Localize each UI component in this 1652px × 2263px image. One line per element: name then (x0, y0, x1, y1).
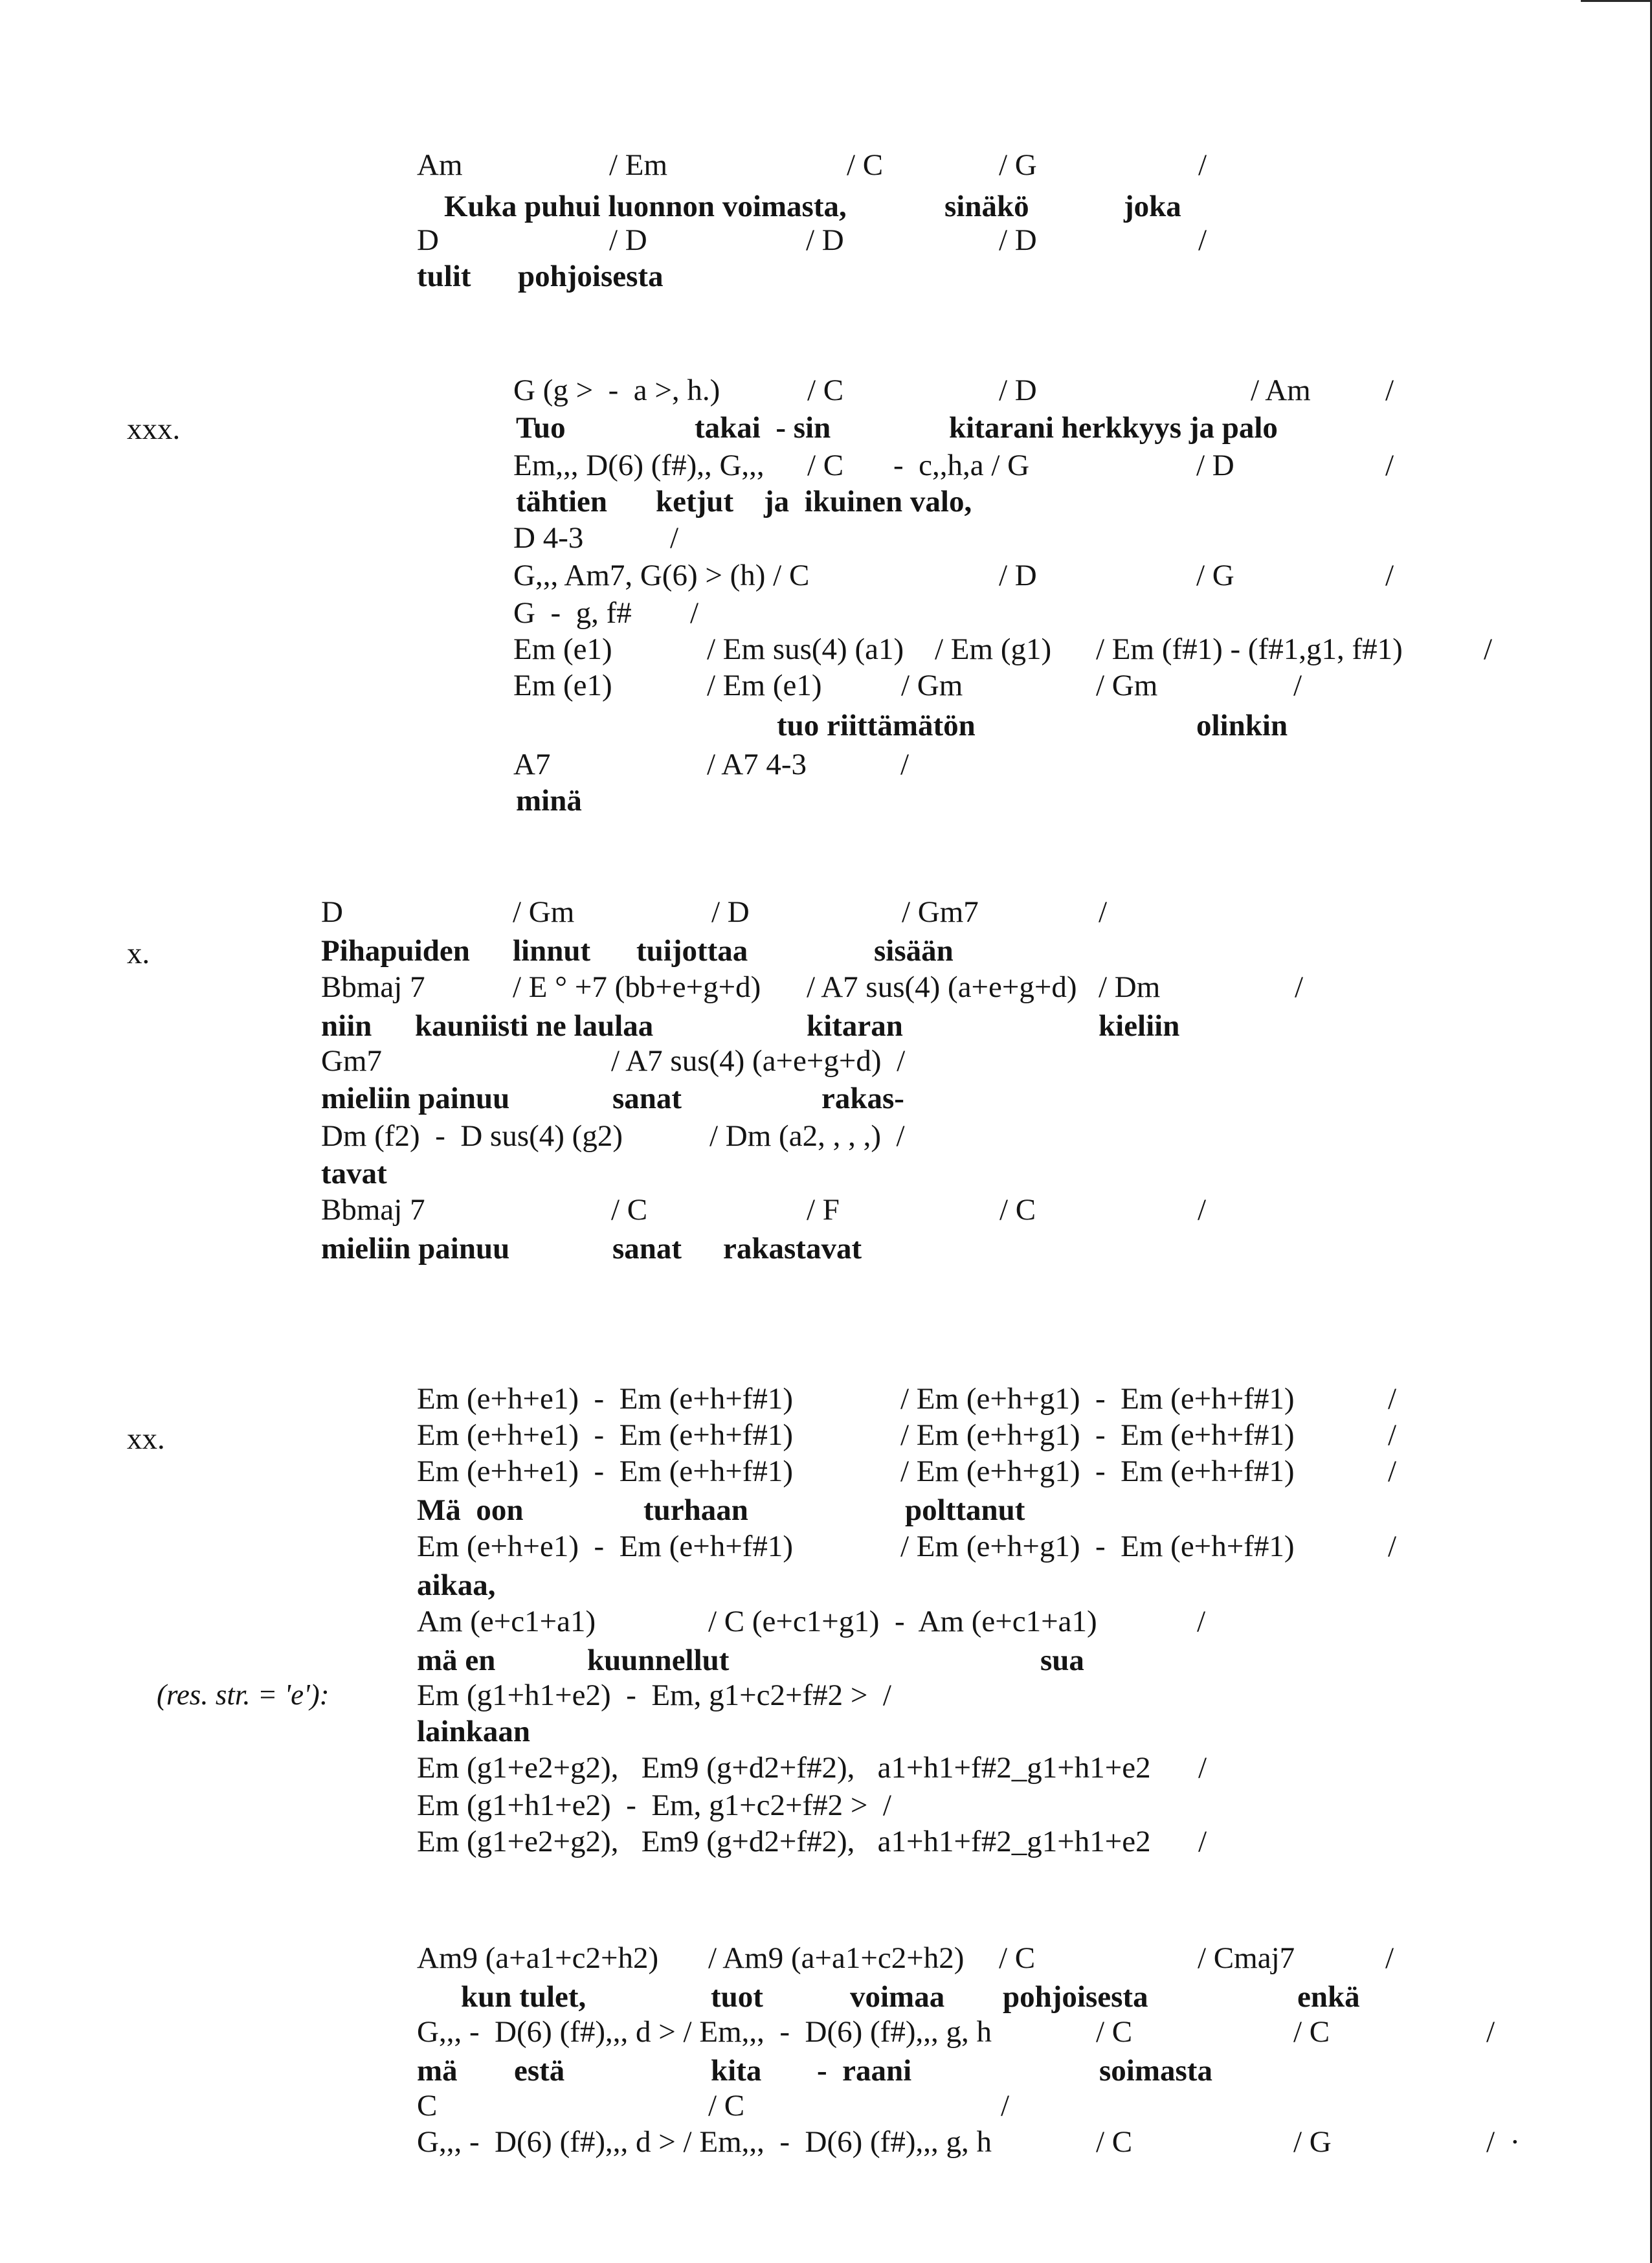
lyric: tuot (711, 1980, 763, 2014)
chord: / C (807, 373, 844, 407)
chord: / (1198, 148, 1207, 182)
chord: Am (417, 148, 463, 182)
chord: / (1484, 632, 1493, 666)
chord: / · (1486, 2125, 1521, 2159)
chord: / Gm (513, 895, 575, 929)
chord: Em (e+h+e1) - Em (e+h+f#1) (417, 1530, 794, 1563)
chord: / Em (e+h+g1) - Em (e+h+f#1) (900, 1530, 1295, 1563)
lyric: rakas- (821, 1082, 904, 1115)
chord: / D (1196, 449, 1234, 482)
chord: / A7 4-3 (707, 748, 807, 781)
chord: / Em (e1) (707, 669, 822, 702)
chord: / (1486, 2015, 1495, 2049)
chord: Em (e1) (513, 669, 612, 702)
chord: / C (999, 1941, 1036, 1975)
chord: / C (1293, 2015, 1330, 2049)
chord: / Dm (a2, , , ,) / (709, 1119, 905, 1153)
lyric: aikaa, (417, 1568, 496, 1602)
chord: / Em (e+h+g1) - Em (e+h+f#1) (900, 1382, 1295, 1416)
chord: / (1293, 669, 1302, 702)
lyric: ketjut (656, 485, 734, 518)
chord: / (670, 521, 679, 555)
chord: / G (999, 148, 1037, 182)
lyric: pohjoisesta (518, 260, 664, 293)
lyric: kieliin (1099, 1009, 1180, 1043)
lyric: enkä (1297, 1980, 1360, 2014)
chord: G,,, - D(6) (f#),,, d > / Em,,, - D(6) (f#),,, g, h (417, 2015, 992, 2049)
chord: / (1385, 373, 1394, 407)
chord: / C (e+c1+g1) - Am (e+c1+a1) (708, 1605, 1097, 1638)
lyric: tavat (321, 1157, 387, 1190)
chord: / (1198, 223, 1207, 257)
lyric: tuo riittämätön (777, 709, 976, 742)
chord: / (1385, 559, 1394, 592)
lyric: voimaa (850, 1980, 945, 2014)
chord: / Cmaj7 (1198, 1941, 1295, 1975)
chord: / (1388, 1455, 1397, 1488)
chord: / (1001, 2089, 1010, 2123)
lyric: tuijottaa (636, 934, 748, 968)
chord: G - g, f# (513, 596, 632, 630)
chord: / (900, 748, 910, 781)
chord: Em (e+h+e1) - Em (e+h+f#1) (417, 1418, 794, 1452)
lyric: kun tulet, (461, 1980, 586, 2014)
chord: Bbmaj 7 (321, 1193, 425, 1227)
lyric: mieliin painuu (321, 1082, 510, 1115)
chord: / (1198, 1825, 1207, 1858)
chord: / Gm7 (902, 895, 979, 929)
chord: Em (e1) (513, 632, 612, 666)
chord: / A7 sus(4) (a+e+g+d) (807, 970, 1077, 1004)
chord: / (1388, 1418, 1397, 1452)
lyric: minä (516, 784, 582, 818)
chord: / (690, 596, 699, 630)
chord: / (1197, 1605, 1206, 1638)
section-marker: xx. (127, 1422, 165, 1456)
chord: Em (g1+h1+e2) - Em, g1+c2+f#2 > / (417, 1678, 891, 1712)
chord: Em (e+h+e1) - Em (e+h+f#1) (417, 1382, 794, 1416)
chord: D (321, 895, 343, 929)
lyric: kauniisti ne laulaa (415, 1009, 654, 1043)
chord: / C (1096, 2125, 1133, 2159)
chord: / Em (f#1) - (f#1,g1, f#1) (1096, 632, 1403, 666)
page-corner-mark (1581, 0, 1652, 10)
chord: / C (807, 449, 844, 482)
chord: G (g > - a >, h.) (513, 373, 720, 407)
chord: / (1388, 1530, 1397, 1563)
chord: / Dm (1099, 970, 1161, 1004)
lyric: mä (417, 2054, 458, 2088)
lyric: lainkaan (417, 1715, 531, 1748)
chord: / Em sus(4) (a1) (707, 632, 904, 666)
chord: - c,,h,a / G (893, 449, 1030, 482)
chord: / Gm (901, 669, 963, 702)
string-note: (res. str. = 'e'): (157, 1678, 329, 1711)
lyric: joka (1124, 190, 1181, 223)
chord: / E ° +7 (bb+e+g+d) (513, 970, 761, 1004)
section-marker: x. (127, 937, 150, 970)
chord: Em (g1+h1+e2) - Em, g1+c2+f#2 > / (417, 1789, 891, 1822)
chord: / D (806, 223, 844, 257)
chord: / (1385, 449, 1394, 482)
chord: / C (999, 1193, 1036, 1227)
chord: C (417, 2089, 438, 2123)
lyric: turhaan (643, 1493, 748, 1527)
chord: / F (807, 1193, 840, 1227)
chord: A7 (513, 748, 551, 781)
chord: Dm (f2) - D sus(4) (g2) (321, 1119, 623, 1153)
chord: Gm7 (321, 1044, 382, 1078)
lyric: tulit (417, 260, 471, 293)
chord: / (1385, 1941, 1394, 1975)
lyric: Pihapuiden (321, 934, 470, 968)
chord: Am9 (a+a1+c2+h2) (417, 1941, 659, 1975)
section-marker: xxx. (127, 412, 181, 446)
chord: / (1198, 1193, 1207, 1227)
chord: / Em (e+h+g1) - Em (e+h+f#1) (900, 1455, 1295, 1488)
lyric: polttanut (905, 1493, 1025, 1527)
chord: Em,,, D(6) (f#),, G,,, (513, 449, 765, 482)
chord: Bbmaj 7 (321, 970, 425, 1004)
lyric: Tuo (516, 411, 566, 445)
lyric: sanat (612, 1232, 682, 1265)
lyric: pohjoisesta (1003, 1980, 1148, 2014)
lyric: estä (514, 2054, 565, 2088)
chord: / Em (e+h+g1) - Em (e+h+f#1) (900, 1418, 1295, 1452)
chord: Em (g1+e2+g2), Em9 (g+d2+f#2), a1+h1+f#2_g1+h1+e2 (417, 1825, 1151, 1858)
chord: G,,, - D(6) (f#),,, d > / Em,,, - D(6) (f#),,, g, h (417, 2125, 992, 2159)
lyric: sinäkö (944, 190, 1029, 223)
chord: / (1388, 1382, 1397, 1416)
lyric: sanat (612, 1082, 682, 1115)
lyric: rakastavat (723, 1232, 862, 1265)
chord: / C (708, 2089, 745, 2123)
lyric: Kuka puhui luonnon voimasta, (444, 190, 847, 223)
lyric: kita (711, 2054, 762, 2088)
lyric: sua (1040, 1644, 1084, 1677)
lyric: soimasta (1099, 2054, 1212, 2088)
chord: / D (999, 559, 1037, 592)
lyric: sisään (874, 934, 954, 968)
chord: / D (999, 223, 1037, 257)
lyric: kuunnellut (587, 1644, 730, 1677)
lyric: ja ikuinen valo, (764, 485, 972, 518)
chord: / C (1096, 2015, 1133, 2049)
chord: / Am9 (a+a1+c2+h2) (708, 1941, 965, 1975)
lyric: kitarani herkkyys ja palo (949, 411, 1278, 445)
chord: / G (1293, 2125, 1332, 2159)
lyric: kitaran (807, 1009, 903, 1043)
lyric: Mä oon (417, 1493, 524, 1527)
chord: / C (847, 148, 884, 182)
chord: D (417, 223, 439, 257)
chord: Am (e+c1+a1) (417, 1605, 596, 1638)
chord: / D (711, 895, 750, 929)
chord: / (1295, 970, 1304, 1004)
lyric: mieliin painuu (321, 1232, 510, 1265)
chord: / Am (1251, 373, 1311, 407)
chord: / A7 sus(4) (a+e+g+d) / (611, 1044, 906, 1078)
chord: / D (609, 223, 647, 257)
chord: G,,, Am7, G(6) > (h) / C (513, 559, 810, 592)
chord: Em (g1+e2+g2), Em9 (g+d2+f#2), a1+h1+f#2_g1+h1+e2 (417, 1751, 1151, 1785)
chord: / G (1196, 559, 1234, 592)
chord: / D (999, 373, 1037, 407)
chord: Em (e+h+e1) - Em (e+h+f#1) (417, 1455, 794, 1488)
chord: / Gm (1096, 669, 1158, 702)
chord: / (1099, 895, 1108, 929)
lyric: linnut (513, 934, 591, 968)
lyric: takai - sin (695, 411, 831, 445)
lyric: niin (321, 1009, 372, 1043)
lyric: olinkin (1196, 709, 1288, 742)
chord: D 4-3 (513, 521, 584, 555)
chord: / C (611, 1193, 648, 1227)
lyric: mä en (417, 1644, 496, 1677)
chord: / Em (609, 148, 668, 182)
chord: / (1198, 1751, 1207, 1785)
lyric: tähtien (516, 485, 607, 518)
lyric: - raani (817, 2054, 912, 2088)
chord: / Em (g1) (935, 632, 1052, 666)
